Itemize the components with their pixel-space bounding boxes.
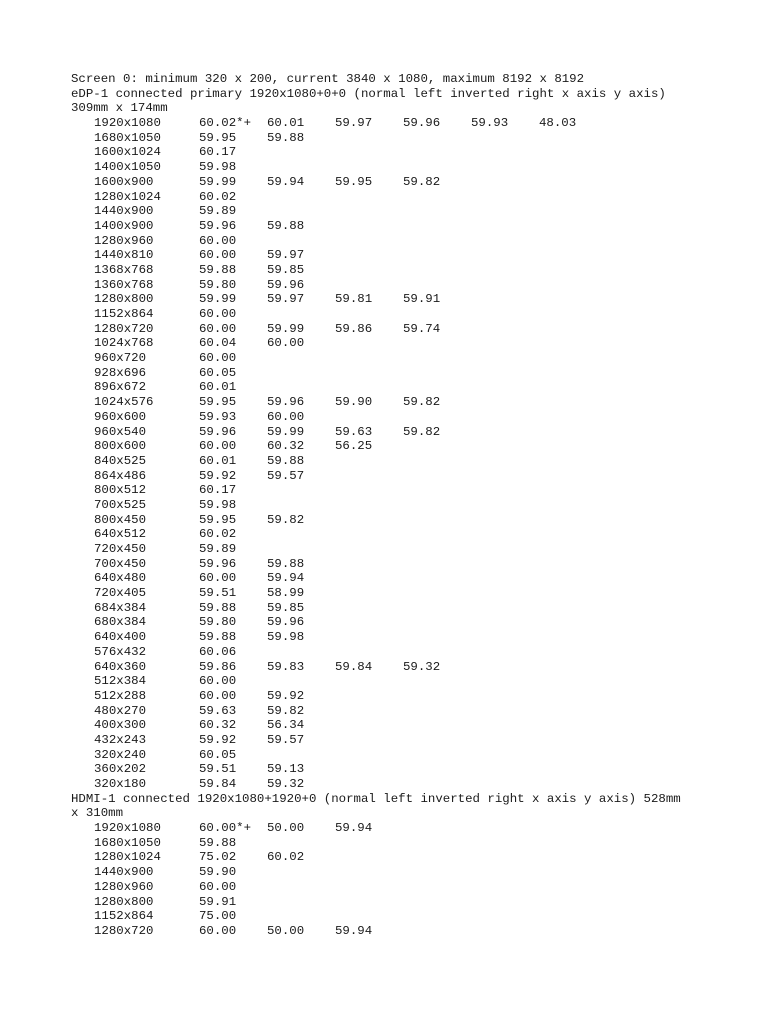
refresh-rate: 59.94 bbox=[267, 571, 305, 586]
refresh-rate: 59.96 bbox=[199, 424, 237, 439]
refresh-rate: 60.00 bbox=[199, 674, 237, 689]
mode-resolution: 1280x720 bbox=[94, 321, 154, 336]
mode-row bbox=[71, 190, 751, 205]
mode-row bbox=[71, 821, 751, 836]
refresh-rate: 59.86 bbox=[199, 659, 237, 674]
mode-row bbox=[71, 454, 751, 469]
refresh-rate: 75.00 bbox=[199, 909, 237, 924]
refresh-rate: 59.51 bbox=[199, 586, 237, 601]
mode-resolution: 680x384 bbox=[94, 615, 147, 630]
mode-resolution: 640x512 bbox=[94, 527, 147, 542]
refresh-rate: 59.91 bbox=[199, 894, 237, 909]
xrandr-output-document bbox=[71, 72, 751, 939]
refresh-rate: 59.92 bbox=[199, 732, 237, 747]
refresh-rate: 59.84 bbox=[199, 777, 237, 791]
mode-row bbox=[71, 380, 751, 395]
refresh-rate: 50.00 bbox=[267, 923, 305, 938]
refresh-rate: 59.13 bbox=[267, 762, 305, 777]
output-header-line: 309mm x 174mm bbox=[71, 101, 168, 116]
refresh-rate: 59.93 bbox=[471, 116, 509, 131]
mode-resolution: 1280x720 bbox=[94, 923, 154, 938]
mode-row bbox=[71, 850, 751, 865]
mode-resolution: 512x384 bbox=[94, 674, 147, 689]
refresh-rate: 60.02 bbox=[267, 850, 305, 865]
refresh-rate: 60.02 bbox=[199, 189, 237, 204]
refresh-rate: 60.00 bbox=[199, 321, 237, 336]
refresh-rate: 59.97 bbox=[267, 292, 305, 307]
refresh-rate: 60.05 bbox=[199, 747, 237, 762]
refresh-rate: 59.95 bbox=[199, 512, 237, 527]
mode-resolution: 1024x768 bbox=[94, 336, 154, 351]
mode-resolution: 1280x960 bbox=[94, 233, 154, 248]
mode-resolution: 1360x768 bbox=[94, 277, 154, 292]
mode-resolution: 480x270 bbox=[94, 703, 147, 718]
mode-row bbox=[71, 924, 751, 939]
output-header-line: x 310mm bbox=[71, 806, 124, 821]
refresh-rate: 59.80 bbox=[199, 615, 237, 630]
mode-resolution: 960x540 bbox=[94, 424, 147, 439]
mode-resolution: 800x512 bbox=[94, 483, 147, 498]
mode-resolution: 700x525 bbox=[94, 497, 147, 512]
refresh-rate: 59.82 bbox=[403, 174, 441, 189]
mode-resolution: 512x288 bbox=[94, 688, 147, 703]
mode-row bbox=[71, 645, 751, 660]
mode-row bbox=[71, 513, 751, 528]
mode-resolution: 960x600 bbox=[94, 409, 147, 424]
mode-resolution: 1280x800 bbox=[94, 894, 154, 909]
refresh-rate: 59.32 bbox=[403, 659, 441, 674]
refresh-rate: 59.88 bbox=[267, 556, 305, 571]
refresh-rate: 60.00 bbox=[199, 307, 237, 321]
output-header-line: eDP-1 connected primary 1920x1080+0+0 (normal left inverted right x axis y axis) bbox=[71, 86, 666, 101]
mode-resolution: 1280x960 bbox=[94, 879, 154, 894]
refresh-rate: 59.82 bbox=[403, 395, 441, 410]
mode-resolution: 576x432 bbox=[94, 644, 147, 659]
refresh-rate: 60.04 bbox=[199, 336, 237, 351]
refresh-rate: 59.96 bbox=[403, 116, 441, 131]
refresh-rate: 59.86 bbox=[335, 321, 373, 336]
refresh-rate: 60.02*+ bbox=[199, 116, 252, 131]
mode-resolution: 320x240 bbox=[94, 747, 147, 762]
mode-resolution: 1280x800 bbox=[94, 292, 154, 307]
mode-row bbox=[71, 777, 751, 792]
mode-resolution: 1440x900 bbox=[94, 865, 154, 880]
mode-row bbox=[71, 571, 751, 586]
mode-row bbox=[71, 527, 751, 542]
mode-resolution: 896x672 bbox=[94, 380, 147, 395]
refresh-rate: 59.88 bbox=[199, 600, 237, 615]
mode-row bbox=[71, 469, 751, 484]
mode-resolution: 1600x900 bbox=[94, 174, 154, 189]
refresh-rate: 59.85 bbox=[267, 600, 305, 615]
refresh-rate: 60.00 bbox=[199, 351, 237, 366]
refresh-rate: 59.32 bbox=[267, 777, 305, 791]
mode-resolution: 840x525 bbox=[94, 453, 147, 468]
mode-row bbox=[71, 351, 751, 366]
refresh-rate: 60.00*+ bbox=[199, 821, 252, 836]
refresh-rate: 60.00 bbox=[267, 409, 305, 424]
refresh-rate: 59.94 bbox=[267, 174, 305, 189]
refresh-rate: 60.17 bbox=[199, 145, 237, 160]
refresh-rate: 59.96 bbox=[267, 277, 305, 292]
refresh-rate: 59.95 bbox=[199, 130, 237, 145]
mode-resolution: 684x384 bbox=[94, 600, 147, 615]
mode-row bbox=[71, 586, 751, 601]
mode-resolution: 640x480 bbox=[94, 571, 147, 586]
mode-row bbox=[71, 909, 751, 924]
refresh-rate: 59.97 bbox=[267, 248, 305, 263]
refresh-rate: 60.06 bbox=[199, 644, 237, 659]
mode-resolution: 1280x1024 bbox=[94, 850, 161, 865]
mode-resolution: 1600x1024 bbox=[94, 145, 161, 160]
mode-row bbox=[71, 718, 751, 733]
refresh-rate: 59.98 bbox=[199, 497, 237, 512]
refresh-rate: 60.00 bbox=[199, 571, 237, 586]
refresh-rate: 60.01 bbox=[199, 380, 237, 395]
refresh-rate: 60.00 bbox=[199, 439, 237, 454]
refresh-rate: 60.00 bbox=[199, 923, 237, 938]
mode-resolution: 800x450 bbox=[94, 512, 147, 527]
mode-row bbox=[71, 307, 751, 322]
refresh-rate: 59.95 bbox=[335, 174, 373, 189]
refresh-rate: 60.32 bbox=[199, 718, 237, 733]
refresh-rate: 59.92 bbox=[199, 468, 237, 483]
mode-resolution: 720x405 bbox=[94, 586, 147, 601]
mode-resolution: 720x450 bbox=[94, 542, 147, 556]
mode-row bbox=[71, 557, 751, 572]
refresh-rate: 59.57 bbox=[267, 732, 305, 747]
refresh-rate: 48.03 bbox=[539, 116, 577, 131]
mode-row bbox=[71, 219, 751, 234]
mode-resolution: 1440x810 bbox=[94, 248, 154, 263]
mode-row bbox=[71, 865, 751, 880]
mode-row bbox=[71, 410, 751, 425]
refresh-rate: 59.94 bbox=[335, 923, 373, 938]
refresh-rate: 59.93 bbox=[199, 409, 237, 424]
mode-row bbox=[71, 366, 751, 381]
refresh-rate: 59.88 bbox=[267, 453, 305, 468]
refresh-rate: 59.83 bbox=[267, 659, 305, 674]
mode-row bbox=[71, 395, 751, 410]
mode-row bbox=[71, 234, 751, 249]
mode-resolution: 1920x1080 bbox=[94, 116, 161, 131]
mode-row bbox=[71, 131, 751, 146]
refresh-rate: 59.88 bbox=[199, 262, 237, 277]
output-header-line: HDMI-1 connected 1920x1080+1920+0 (normal left inverted right x axis y axis) 528mm bbox=[71, 791, 681, 806]
refresh-rate: 59.88 bbox=[199, 835, 237, 850]
refresh-rate: 59.94 bbox=[335, 821, 373, 836]
refresh-rate: 60.00 bbox=[199, 233, 237, 248]
mode-row bbox=[71, 601, 751, 616]
mode-row bbox=[71, 336, 751, 351]
refresh-rate: 59.85 bbox=[267, 262, 305, 277]
mode-row bbox=[71, 439, 751, 454]
mode-resolution: 1680x1050 bbox=[94, 130, 161, 145]
mode-resolution: 1152x864 bbox=[94, 307, 154, 321]
refresh-rate: 59.99 bbox=[199, 292, 237, 307]
mode-resolution: 1440x900 bbox=[94, 204, 154, 219]
refresh-rate: 59.90 bbox=[199, 865, 237, 880]
mode-resolution: 1920x1080 bbox=[94, 821, 161, 836]
mode-row bbox=[71, 322, 751, 337]
refresh-rate: 60.00 bbox=[199, 879, 237, 894]
refresh-rate: 60.00 bbox=[199, 248, 237, 263]
refresh-rate: 59.57 bbox=[267, 468, 305, 483]
refresh-rate: 59.88 bbox=[199, 630, 237, 645]
mode-resolution: 400x300 bbox=[94, 718, 147, 733]
mode-row bbox=[71, 615, 751, 630]
refresh-rate: 56.34 bbox=[267, 718, 305, 733]
refresh-rate: 59.82 bbox=[267, 703, 305, 718]
refresh-rate: 59.99 bbox=[267, 424, 305, 439]
refresh-rate: 59.95 bbox=[199, 395, 237, 410]
refresh-rate: 60.00 bbox=[199, 688, 237, 703]
mode-resolution: 320x180 bbox=[94, 777, 147, 791]
refresh-rate: 60.17 bbox=[199, 483, 237, 498]
mode-resolution: 700x450 bbox=[94, 556, 147, 571]
refresh-rate: 75.02 bbox=[199, 850, 237, 865]
refresh-rate: 60.01 bbox=[267, 116, 305, 131]
mode-resolution: 1024x576 bbox=[94, 395, 154, 410]
refresh-rate: 59.84 bbox=[335, 659, 373, 674]
mode-row bbox=[71, 733, 751, 748]
refresh-rate: 59.82 bbox=[267, 512, 305, 527]
mode-resolution: 1368x768 bbox=[94, 262, 154, 277]
mode-row bbox=[71, 542, 751, 557]
refresh-rate: 59.96 bbox=[267, 395, 305, 410]
refresh-rate: 59.96 bbox=[199, 218, 237, 233]
mode-row bbox=[71, 116, 751, 131]
mode-resolution: 1280x1024 bbox=[94, 189, 161, 204]
refresh-rate: 59.63 bbox=[335, 424, 373, 439]
mode-row bbox=[71, 483, 751, 498]
refresh-rate: 59.81 bbox=[335, 292, 373, 307]
mode-resolution: 928x696 bbox=[94, 365, 147, 380]
mode-row bbox=[71, 145, 751, 160]
refresh-rate: 59.80 bbox=[199, 277, 237, 292]
refresh-rate: 59.99 bbox=[267, 321, 305, 336]
refresh-rate: 59.82 bbox=[403, 424, 441, 439]
refresh-rate: 59.98 bbox=[267, 630, 305, 645]
mode-row bbox=[71, 704, 751, 719]
mode-resolution: 864x486 bbox=[94, 468, 147, 483]
mode-row bbox=[71, 880, 751, 895]
refresh-rate: 50.00 bbox=[267, 821, 305, 836]
mode-row bbox=[71, 674, 751, 689]
refresh-rate: 59.98 bbox=[199, 160, 237, 175]
mode-row bbox=[71, 836, 751, 851]
mode-resolution: 1152x864 bbox=[94, 909, 154, 924]
screen-summary-line: Screen 0: minimum 320 x 200, current 3840 x 1080, maximum 8192 x 8192 bbox=[71, 72, 585, 86]
mode-resolution: 640x360 bbox=[94, 659, 147, 674]
mode-row bbox=[71, 204, 751, 219]
mode-resolution: 1680x1050 bbox=[94, 835, 161, 850]
refresh-rate: 59.89 bbox=[199, 204, 237, 219]
refresh-rate: 58.99 bbox=[267, 586, 305, 601]
refresh-rate: 60.32 bbox=[267, 439, 305, 454]
refresh-rate: 59.99 bbox=[199, 174, 237, 189]
mode-row bbox=[71, 175, 751, 190]
refresh-rate: 59.92 bbox=[267, 688, 305, 703]
refresh-rate: 59.74 bbox=[403, 321, 441, 336]
mode-resolution: 1400x1050 bbox=[94, 160, 161, 175]
refresh-rate: 59.90 bbox=[335, 395, 373, 410]
refresh-rate: 60.01 bbox=[199, 453, 237, 468]
mode-row bbox=[71, 762, 751, 777]
mode-row bbox=[71, 748, 751, 763]
mode-row bbox=[71, 278, 751, 293]
mode-resolution: 360x202 bbox=[94, 762, 147, 777]
refresh-rate: 60.05 bbox=[199, 365, 237, 380]
refresh-rate: 60.00 bbox=[267, 336, 305, 351]
mode-row bbox=[71, 263, 751, 278]
refresh-rate: 59.97 bbox=[335, 116, 373, 131]
mode-row bbox=[71, 425, 751, 440]
mode-resolution: 800x600 bbox=[94, 439, 147, 454]
mode-resolution: 432x243 bbox=[94, 732, 147, 747]
mode-row bbox=[71, 630, 751, 645]
mode-row bbox=[71, 689, 751, 704]
refresh-rate: 59.88 bbox=[267, 130, 305, 145]
mode-row bbox=[71, 248, 751, 263]
refresh-rate: 59.91 bbox=[403, 292, 441, 307]
mode-row bbox=[71, 498, 751, 513]
refresh-rate: 60.02 bbox=[199, 527, 237, 542]
mode-resolution: 1400x900 bbox=[94, 218, 154, 233]
refresh-rate: 59.96 bbox=[199, 556, 237, 571]
mode-row bbox=[71, 895, 751, 910]
mode-row bbox=[71, 660, 751, 675]
refresh-rate: 59.63 bbox=[199, 703, 237, 718]
refresh-rate: 59.88 bbox=[267, 218, 305, 233]
refresh-rate: 59.51 bbox=[199, 762, 237, 777]
refresh-rate: 56.25 bbox=[335, 439, 373, 454]
mode-row bbox=[71, 160, 751, 175]
refresh-rate: 59.96 bbox=[267, 615, 305, 630]
mode-resolution: 960x720 bbox=[94, 351, 147, 366]
mode-resolution: 640x400 bbox=[94, 630, 147, 645]
refresh-rate: 59.89 bbox=[199, 542, 237, 556]
mode-row bbox=[71, 292, 751, 307]
